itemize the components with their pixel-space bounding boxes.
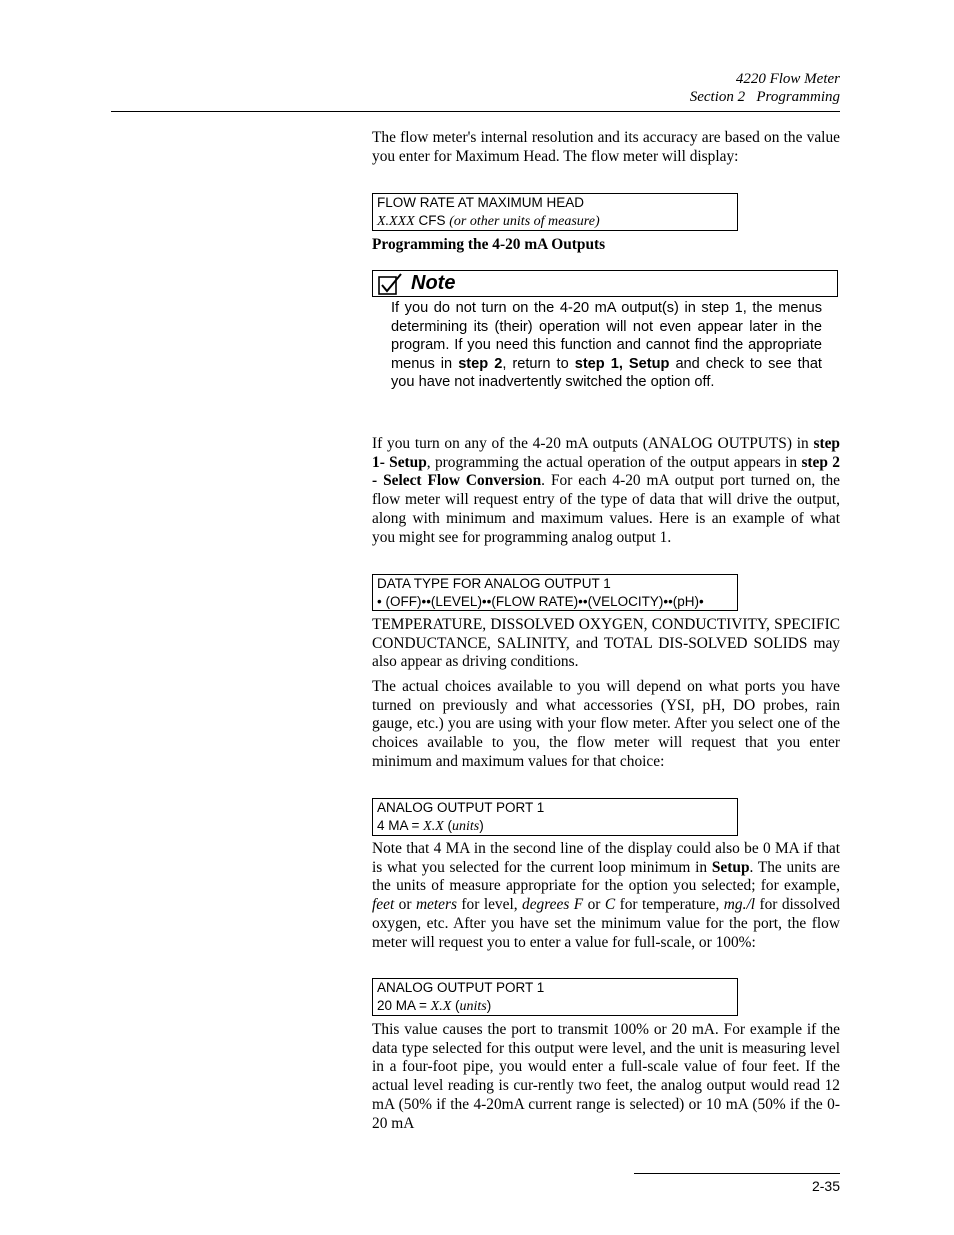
display-line-1: FLOW RATE AT MAXIMUM HEAD	[377, 195, 585, 210]
footer-rule	[634, 1173, 840, 1174]
note-label: Note	[411, 272, 456, 294]
header-section: Section 2 Programming	[689, 89, 840, 105]
page-number: 2-35	[811, 1178, 840, 1194]
section-heading: Programming the 4-20 mA Outputs	[372, 236, 606, 253]
display-line-2: 4 MA = X.X (units)	[377, 817, 484, 834]
display-line-1: DATA TYPE FOR ANALOG OUTPUT 1	[377, 576, 611, 591]
display-line-1: ANALOG OUTPUT PORT 1	[377, 980, 545, 995]
display-data-type	[372, 574, 738, 611]
header-rule	[111, 111, 840, 112]
display-line-2: 20 MA = X.X (units)	[377, 997, 492, 1014]
display-line-2: X.XXX CFS (or other units of measure)	[377, 212, 600, 229]
full-scale-paragraph: This value causes the port to transmit 100% or 20 mA. For example if the data type selected for this output were level, and the unit is measuring level in a four-foot pipe, you would enter a full-scale value of four feet. If the actual level reading is cur-rently two feet, the analog output would read 12 mA (50% if the 4-20mA current range is selected) or 10 mA (50% if the 0-20 mA	[372, 1021, 840, 1132]
display-port-min	[372, 798, 738, 836]
driving-conditions-paragraph: TEMPERATURE, DISSOLVED OXYGEN, CONDUCTIVITY, SPECIFIC CONDUCTANCE, SALINITY, and TOTAL DIS-SOLVED SOLIDS may also appear as driving conditions.	[372, 616, 840, 671]
display-flow-rate	[372, 193, 738, 231]
running-header	[690, 70, 840, 106]
display-line-1: ANALOG OUTPUT PORT 1	[377, 800, 545, 815]
note-box	[372, 270, 838, 297]
units-paragraph: Note that 4 MA in the second line of the display could also be 0 MA if that is what you selected for the current loop minimum in Setup. The units are the units of measure appropriate for the option you selected; for example, feet or meters for level, degrees F or C for temperature, mg./l for dissolved oxygen, etc. After you have set the minimum value for the port, the flow meter will request you to enter a value for full-scale, or 100%:	[372, 840, 840, 951]
checkbox-check-icon	[377, 272, 405, 296]
note-text: If you do not turn on the 4-20 mA output(s) in step 1, the menus determining its (their) operation will not even appear later in the program. If you need this function and cannot find the appropriate menus in step 2, return to step 1, Setup and check to see that you have not inadvertently switched the option off.	[391, 300, 822, 391]
choices-paragraph: The actual choices available to you will depend on what ports you have turned on previously and what accessories (YSI, pH, DO probes, rain gauge, etc.) you are using with your flow meter. After you select one of the choices available to you, the flow meter will request that you enter minimum and maximum values for that choice:	[372, 678, 840, 770]
display-port-max	[372, 978, 738, 1016]
outputs-paragraph: If you turn on any of the 4-20 mA outputs (ANALOG OUTPUTS) in step 1- Setup, programming the actual operation of the output appears in step 2 - Select Flow Conversion. For each 4-20 mA output port turned on, the flow meter will request entry of the type of data that will drive the output, along with minimum and maximum values. Here is an example of what you might see for programming analog output 1.	[372, 435, 841, 546]
display-line-2: • (OFF)••(LEVEL)••(FLOW RATE)••(VELOCITY)••(pH)•	[377, 593, 704, 609]
header-title: 4220 Flow Meter	[735, 71, 840, 87]
intro-paragraph: The flow meter's internal resolution and its accuracy are based on the value you enter for Maximum Head. The flow meter will display:	[372, 129, 840, 165]
